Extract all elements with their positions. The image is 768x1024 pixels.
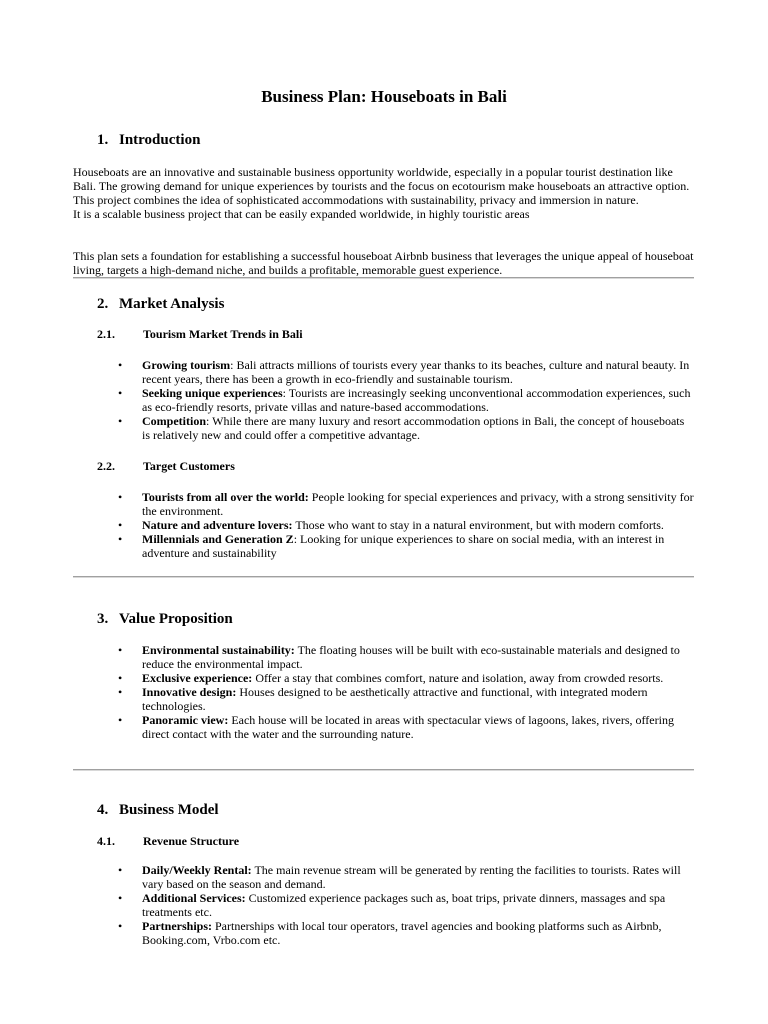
- item-lead: Tourists from all over the world:: [142, 490, 309, 504]
- bullet-icon: •: [118, 685, 123, 699]
- intro-paragraph-2: [73, 249, 698, 277]
- target-customers-list: [118, 490, 694, 560]
- item-lead: Innovative design:: [142, 685, 237, 699]
- intro-paragraph-1: [73, 165, 698, 221]
- bullet-icon: •: [118, 671, 123, 685]
- section-title: Business Model: [119, 802, 219, 818]
- subsection-heading-tourism-trends: [97, 327, 303, 342]
- item-lead: Environmental sustainability:: [142, 643, 295, 657]
- list-item: [118, 671, 694, 685]
- bullet-icon: •: [118, 919, 123, 933]
- item-text: Each house will be located in areas with spectacular views of lagoons, lakes, rivers, offering direct contact with the water and the surrounding nature.: [142, 713, 674, 741]
- bullet-icon: •: [118, 518, 123, 532]
- item-lead: Daily/Weekly Rental:: [142, 863, 252, 877]
- list-item: [118, 490, 694, 518]
- list-item: [118, 685, 694, 713]
- section-number: 3.: [97, 611, 109, 627]
- list-item: [118, 919, 694, 947]
- subsection-heading-revenue-structure: [97, 834, 239, 849]
- item-text: The main revenue stream will be generated by renting the facilities to tourists. Rates will vary based on the season and demand.: [142, 863, 681, 891]
- item-text: : Tourists are increasingly seeking unconventional accommodation experiences, such as eco-friendly resorts, private villas and nature-based accommodations.: [142, 386, 691, 414]
- item-lead: Exclusive experience:: [142, 671, 253, 685]
- item-lead: Growing tourism: [142, 358, 231, 372]
- item-lead: Panoramic view:: [142, 713, 229, 727]
- item-text: The floating houses will be built with eco-sustainable materials and designed to reduce the environmental impact.: [142, 643, 680, 671]
- item-lead: Nature and adventure lovers:: [142, 518, 293, 532]
- paragraph: This plan sets a foundation for establishing a successful houseboat Airbnb business that leverages the unique appeal of houseboat living, targets a high-demand niche, and builds a profitable, memorable guest experience.: [73, 249, 694, 277]
- section-title: Value Proposition: [119, 611, 233, 627]
- list-item: [118, 386, 694, 414]
- list-item: [118, 414, 694, 442]
- section-heading-value-proposition: [97, 610, 233, 628]
- paragraph: Houseboats are an innovative and sustainable business opportunity worldwide, especially in a popular tourist destination like Bali. The growing demand for unique experiences by tourists and the focus on ecotourism make houseboats an attractive option. This project combines the idea of sophisticated accommodations with sustainability, privacy and immersion in nature.: [73, 165, 690, 207]
- section-number: 1.: [97, 132, 109, 148]
- section-heading-market-analysis: [97, 295, 224, 313]
- item-lead: Competition: [142, 414, 206, 428]
- list-item: [118, 518, 694, 532]
- item-lead: Seeking unique experiences: [142, 386, 283, 400]
- bullet-icon: •: [118, 863, 123, 877]
- item-lead: Millennials and Generation Z: [142, 532, 294, 546]
- section-number: 4.: [97, 802, 109, 818]
- item-text: People looking for special experiences and privacy, with a strong sensitivity for the environment.: [142, 490, 694, 518]
- section-divider: [73, 277, 694, 279]
- item-text: Partnerships with local tour operators, travel agencies and booking platforms such as Airbnb, Booking.com, Vrbo.com etc.: [142, 919, 662, 947]
- item-text: : While there are many luxury and resort accommodation options in Bali, the concept of houseboats is relatively new and could offer a competitive advantage.: [142, 414, 685, 442]
- item-text: Offer a stay that combines comfort, nature and isolation, away from crowded resorts.: [252, 671, 664, 685]
- section-heading-business-model: [97, 801, 219, 819]
- value-proposition-list: [118, 643, 694, 741]
- item-text: : Looking for unique experiences to share on social media, with an interest in adventure and sustainability: [142, 532, 665, 560]
- revenue-structure-list: [118, 863, 694, 947]
- subsection-number: 2.1.: [97, 327, 115, 341]
- list-item: [118, 891, 694, 919]
- item-text: Those who want to stay in a natural environment, but with modern comforts.: [292, 518, 664, 532]
- subsection-title: Revenue Structure: [143, 834, 240, 848]
- subsection-title: Target Customers: [143, 459, 235, 473]
- section-divider: [73, 576, 694, 578]
- item-lead: Partnerships:: [142, 919, 212, 933]
- list-item: [118, 863, 694, 891]
- bullet-icon: •: [118, 414, 123, 428]
- bullet-icon: •: [118, 891, 123, 905]
- section-heading-introduction: [97, 131, 200, 149]
- bullet-icon: •: [118, 490, 123, 504]
- item-text: Houses designed to be aesthetically attractive and functional, with integrated modern technologies.: [142, 685, 648, 713]
- subsection-number: 2.2.: [97, 459, 115, 473]
- list-item: [118, 358, 694, 386]
- bullet-icon: •: [118, 643, 123, 657]
- list-item: [118, 643, 694, 671]
- subsection-title: Tourism Market Trends in Bali: [143, 327, 303, 341]
- item-lead: Additional Services:: [142, 891, 246, 905]
- section-divider: [73, 769, 694, 771]
- bullet-icon: •: [118, 386, 123, 400]
- section-title: Market Analysis: [119, 296, 225, 312]
- subsection-number: 4.1.: [97, 834, 115, 848]
- bullet-icon: •: [118, 532, 123, 546]
- item-text: : Bali attracts millions of tourists every year thanks to its beaches, culture and natural beauty. In recent years, there has been a growth in eco-friendly and sustainable tourism.: [142, 358, 690, 386]
- section-number: 2.: [97, 296, 109, 312]
- list-item: [118, 532, 694, 560]
- bullet-icon: •: [118, 358, 123, 372]
- subsection-heading-target-customers: [97, 459, 235, 474]
- section-title: Introduction: [119, 132, 201, 148]
- item-text: Customized experience packages such as, boat trips, private dinners, massages and spa treatments etc.: [142, 891, 666, 919]
- bullet-icon: •: [118, 713, 123, 727]
- paragraph: It is a scalable business project that can be easily expanded worldwide, in highly touristic areas: [73, 207, 530, 221]
- document-title: Business Plan: Houseboats in Bali: [261, 87, 507, 106]
- list-item: [118, 713, 694, 741]
- tourism-trends-list: [118, 358, 694, 442]
